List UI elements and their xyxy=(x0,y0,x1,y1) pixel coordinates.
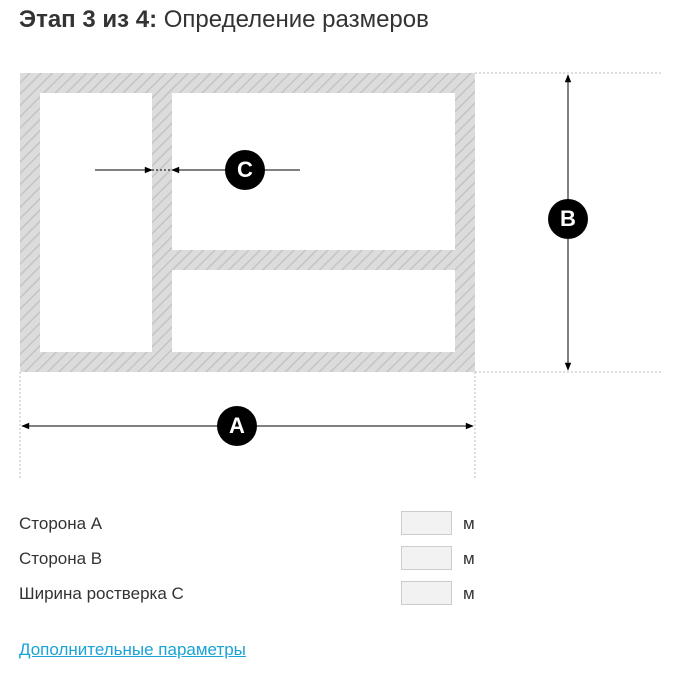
side-a-row xyxy=(19,511,679,541)
dimension-a-marker: A xyxy=(217,406,257,446)
side-b-label: Сторона B xyxy=(19,549,103,568)
side-b-unit: м xyxy=(463,549,475,568)
grillage-width-unit: м xyxy=(463,584,475,603)
grillage-width-input[interactable] xyxy=(401,581,452,605)
dimension-b-marker: B xyxy=(548,199,588,239)
side-a-input[interactable] xyxy=(401,511,452,535)
additional-params-link[interactable]: Дополнительные параметры xyxy=(19,640,246,659)
side-b-input[interactable] xyxy=(401,546,452,570)
dimension-c-marker: C xyxy=(225,150,265,190)
grillage-width-row xyxy=(19,581,679,611)
foundation-plan xyxy=(20,73,475,372)
step-indicator: Этап 3 из 4 xyxy=(19,6,150,33)
step-title: Определение размеров xyxy=(163,6,429,33)
side-a-label: Сторона A xyxy=(19,514,103,533)
title-separator: : xyxy=(149,6,158,33)
side-b-row xyxy=(19,546,679,576)
side-a-unit: м xyxy=(463,514,475,533)
grillage-width-label: Ширина ростверка C xyxy=(19,584,184,603)
